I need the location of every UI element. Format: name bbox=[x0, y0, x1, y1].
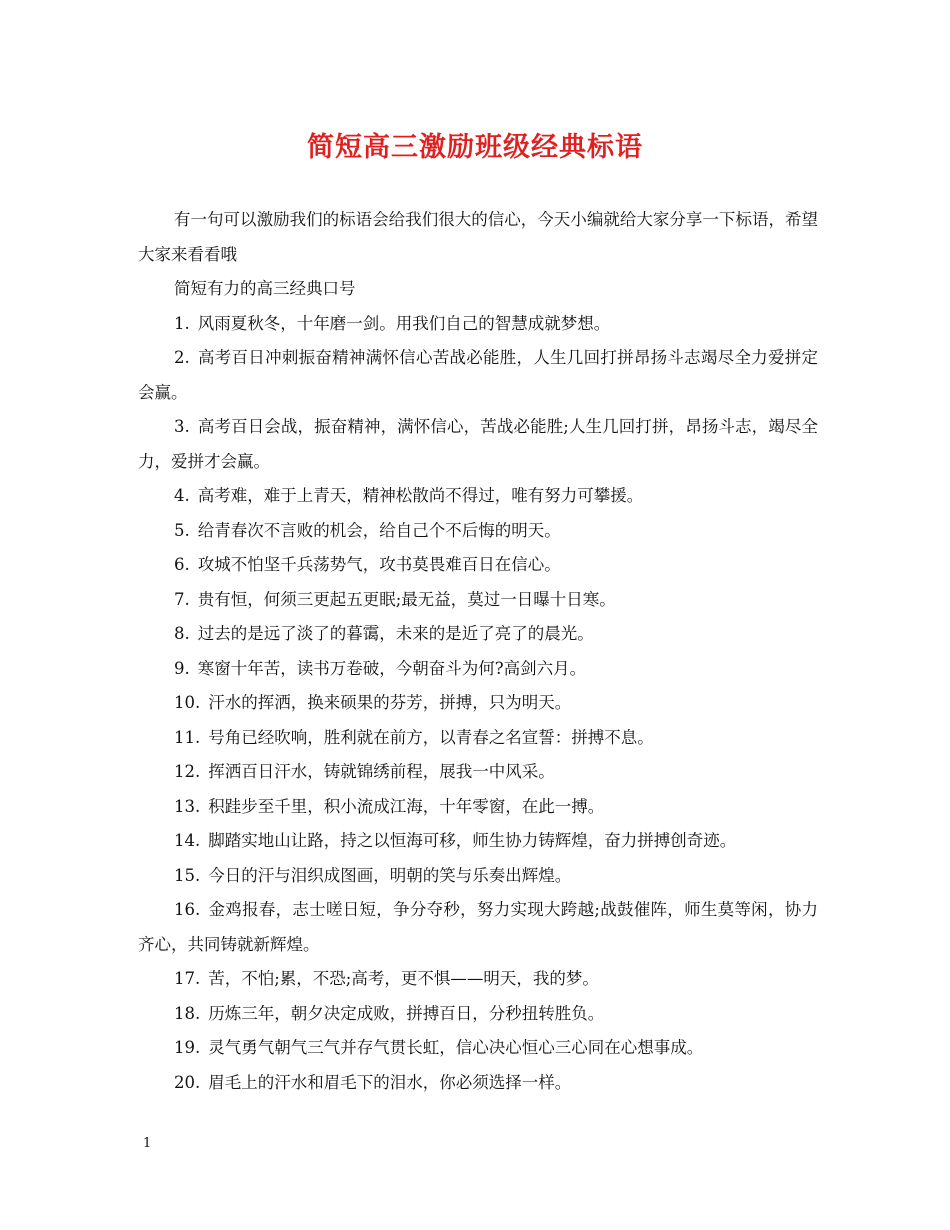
list-item-text: 高考难，难于上青天，精神松散尚不得过，唯有努力可攀援。 bbox=[197, 486, 644, 505]
list-item-text: 挥洒百日汗水，铸就锦绣前程，展我一中风采。 bbox=[208, 762, 555, 781]
slogan-list bbox=[138, 307, 818, 1101]
list-item-number: 3. bbox=[174, 417, 190, 436]
list-item-number: 2. bbox=[174, 348, 190, 367]
list-item bbox=[138, 824, 818, 859]
list-item bbox=[138, 514, 818, 549]
list-item-text: 风雨夏秋冬，十年磨一剑。用我们自己的智慧成就梦想。 bbox=[197, 313, 611, 333]
list-item-number: 7. bbox=[174, 589, 190, 609]
list-item-text: 过去的是远了淡了的暮霭，未来的是近了亮了的晨光。 bbox=[197, 624, 594, 643]
list-item-number: 17. bbox=[174, 969, 201, 988]
section-heading: 简短有力的高三经典口号 bbox=[174, 279, 356, 298]
list-item-number: 15. bbox=[174, 865, 201, 885]
list-item-text: 寒窗十年苦，读书万卷破，今朝奋斗为何?高剑六月。 bbox=[197, 658, 587, 678]
list-item-number: 8. bbox=[174, 624, 190, 643]
list-item bbox=[138, 790, 818, 825]
list-item-text: 号角已经吹响，胜利就在前方，以青春之名宣誓：拼搏不息。 bbox=[208, 727, 654, 747]
list-item bbox=[138, 652, 818, 687]
list-item-number: 14. bbox=[174, 831, 201, 850]
list-item-number: 11. bbox=[174, 727, 201, 747]
list-item-number: 1. bbox=[174, 313, 190, 333]
list-item bbox=[138, 755, 818, 790]
list-item-text: 攻城不怕坚千兵荡势气，攻书莫畏难百日在信心。 bbox=[197, 555, 561, 574]
list-item-text: 眉毛上的汗水和眉毛下的泪水，你必须选择一样。 bbox=[208, 1072, 572, 1092]
document-title: 简短高三激励班级经典标语 bbox=[307, 132, 643, 163]
list-item bbox=[138, 341, 818, 410]
list-item bbox=[138, 721, 818, 756]
list-item bbox=[138, 410, 818, 479]
list-item-text: 汗水的挥洒，换来硕果的芬芳，拼搏，只为明天。 bbox=[208, 693, 572, 712]
list-item bbox=[138, 307, 818, 342]
list-item bbox=[138, 962, 818, 997]
list-item bbox=[138, 859, 818, 894]
list-item-number: 10. bbox=[174, 693, 201, 712]
list-item bbox=[138, 548, 818, 583]
list-item-number: 16. bbox=[174, 900, 201, 919]
list-item-text: 给青春次不言败的机会，给自己个不后悔的明天。 bbox=[197, 520, 561, 540]
list-item bbox=[138, 583, 818, 618]
list-item-number: 5. bbox=[174, 520, 190, 540]
list-item-text: 脚踏实地山让路，持之以恒海可移，师生协力铸辉煌，奋力拼搏创奇迹。 bbox=[208, 831, 737, 850]
list-item-number: 9. bbox=[174, 658, 190, 678]
list-item-text: 历炼三年，朝夕决定成败，拼搏百日，分秒扭转胜负。 bbox=[208, 1003, 605, 1023]
list-item-text: 积跬步至千里，积小流成江海，十年零窗，在此一搏。 bbox=[208, 796, 605, 816]
list-item-number: 12. bbox=[174, 762, 201, 781]
list-item-text: 金鸡报春，志士嗟日短，争分夺秒，努力实现大跨越;战鼓催阵，师生莫等闲，协力齐心，共同铸就新辉煌。 bbox=[138, 900, 818, 954]
list-item bbox=[138, 1031, 818, 1066]
list-item-text: 高考百日会战，振奋精神，满怀信心，苦战必能胜;人生几回打拼，昂扬斗志，竭尽全力，爱拼才会赢。 bbox=[138, 417, 818, 471]
list-item bbox=[138, 686, 818, 721]
list-item-text: 高考百日冲刺振奋精神满怀信心苦战必能胜，人生几回打拼昂扬斗志竭尽全力爱拼定会赢。 bbox=[138, 348, 818, 402]
list-item-text: 灵气勇气朝气三气并存气贯长虹，信心决心恒心三心同在心想事成。 bbox=[208, 1038, 704, 1057]
list-item-text: 苦，不怕;累，不恐;高考，更不惧——明天，我的梦。 bbox=[208, 969, 599, 988]
list-item bbox=[138, 893, 818, 962]
list-item-number: 6. bbox=[174, 555, 190, 574]
list-item bbox=[138, 997, 818, 1032]
document-body bbox=[138, 203, 818, 1100]
list-item-number: 13. bbox=[174, 796, 201, 816]
list-item-number: 4. bbox=[174, 486, 190, 505]
page-number: 1 bbox=[143, 1136, 152, 1151]
intro-paragraph: 有一句可以激励我们的标语会给我们很大的信心，今天小编就给大家分享一下标语，希望大家来看看哦 bbox=[138, 210, 818, 264]
list-item-text: 贵有恒，何须三更起五更眠;最无益，莫过一日曝十日寒。 bbox=[197, 589, 616, 609]
list-item bbox=[138, 1066, 818, 1101]
list-item-text: 今日的汗与泪织成图画，明朝的笑与乐奏出辉煌。 bbox=[208, 865, 572, 885]
list-item-number: 18. bbox=[174, 1003, 201, 1023]
list-item bbox=[138, 479, 818, 514]
list-item bbox=[138, 617, 818, 652]
list-item-number: 20. bbox=[174, 1072, 201, 1092]
list-item-number: 19. bbox=[174, 1038, 201, 1057]
